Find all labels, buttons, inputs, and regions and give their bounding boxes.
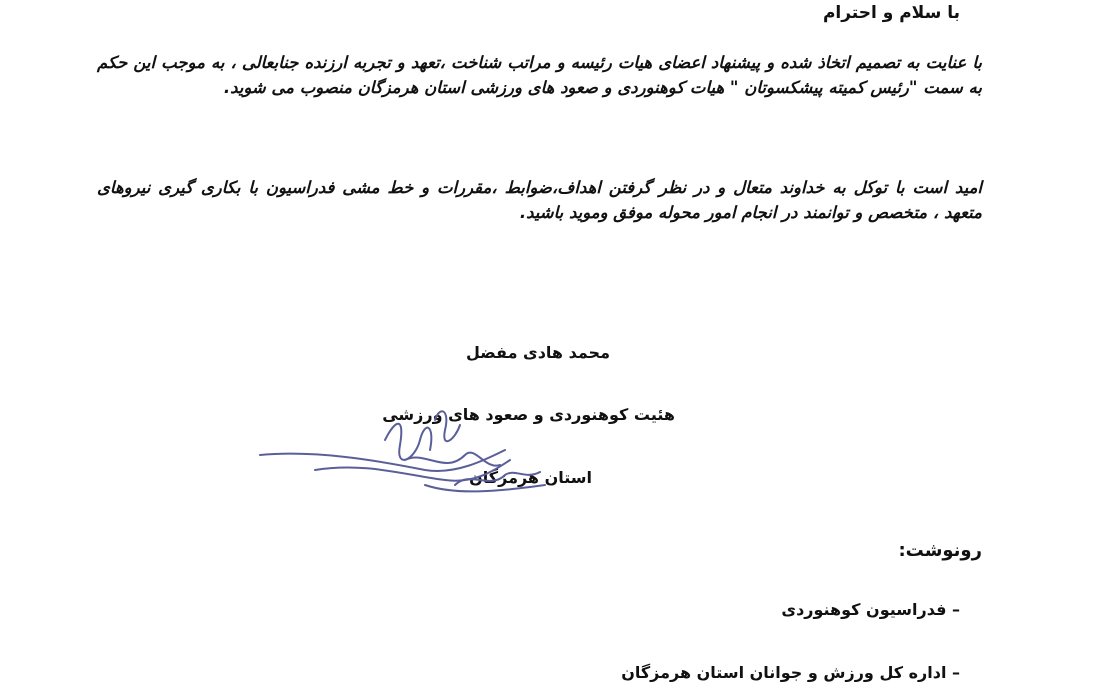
- cc-item: – فدراسیون کوهنوردی: [781, 600, 960, 619]
- signer-province: استان هرمزگان: [469, 468, 592, 487]
- cc-title: رونوشت:: [898, 540, 982, 561]
- signer-organization: هئیت کوهنوردی و صعود های ورزشی: [382, 405, 675, 424]
- paragraph-wishes: امید است با توکل به خداوند متعال و در نظر گرفتن اهداف،ضوابط ،مقررات و خط مشی فدراسیون با بکاری گیری نیروهای متعهد ، متخصص و توانمند در انجام امور محوله موفق وموید باشید.: [97, 178, 982, 222]
- signature: [255, 400, 615, 510]
- greeting: با سلام و احترام: [822, 3, 960, 23]
- cc-item: – اداره کل ورزش و جوانان استان هرمزگان: [621, 663, 960, 682]
- paragraph-appointment: با عنایت به تصمیم اتخاذ شده و پیشنهاد اعضای هیات رئیسه و مراتب شناخت ،تعهد و تجربه ارزنده جنابعالی ، به موجب این حکم به سمت "رئیس کمیته پیشکسوتان " هیات کوهنوردی و صعود های ورزشی استان هرمزگان منصوب می شوید.: [97, 53, 982, 97]
- signer-name: محمد هادی مفضل: [466, 343, 610, 362]
